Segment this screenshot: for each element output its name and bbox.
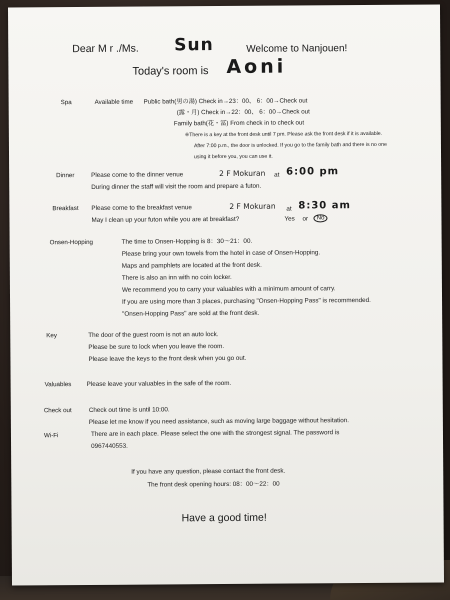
footer-contact: If you have any question, please contact the front desk.: [131, 467, 286, 476]
onsen-line-3: Maps and pamphlets are located at the front desk.: [121, 261, 262, 270]
breakfast-line-1: Please come to the breakfast venue: [91, 204, 192, 212]
spa-public-bath-2: (露・月) Check in→22：00、 6：00→Check out: [176, 108, 310, 117]
key-label: Key: [46, 332, 57, 340]
onsen-line-1: The time to Onsen-Hopping is 8：30〜21：00.: [121, 237, 253, 246]
room-name: Aoni: [226, 55, 287, 78]
onsen-line-7: "Onsen-Hopping Pass" are sold at the front desk.: [122, 309, 260, 318]
footer-hours: The front desk opening hours: 08：00〜22：00: [147, 480, 280, 489]
checkout-line-1: Check out time is until 10:00.: [88, 406, 170, 414]
dinner-line-1: Please come to the dinner venue: [91, 171, 184, 179]
spa-family-bath: Family bath(花・冨) From check in to check out: [173, 119, 305, 128]
guest-name: Sun: [174, 35, 214, 56]
wifi-line-1: There are in each place. Please select the one with the strongest signal. The password is: [90, 429, 340, 438]
key-line-1: The door of the guest room is not an auto lock.: [88, 331, 219, 339]
onsen-line-2: Please bring your own towels from the hotel in case of Onsen-Hopping.: [121, 249, 321, 258]
room-label: Today's room is: [132, 65, 209, 78]
breakfast-venue: 2 F Mokuran: [229, 201, 276, 211]
dinner-line-2: During dinner the staff will visit the room and prepare a futon.: [91, 182, 262, 191]
valuables-line: Please leave your valuables in the safe of the room.: [86, 379, 232, 388]
spa-label: Spa: [60, 99, 72, 107]
spa-available-label: Available time: [94, 98, 134, 106]
wifi-label: Wi-Fi: [43, 432, 59, 440]
spa-public-bath-1: Public bath(男の湯) Check in→23：00、 6：00→Check out: [143, 97, 308, 106]
salutation: Dear M r ./Ms.: [72, 42, 139, 56]
breakfast-at: at: [286, 205, 292, 213]
wifi-password: 0967440553.: [91, 442, 128, 450]
welcome-letter: [8, 4, 444, 585]
spa-note-3: using it before you, you can use it.: [194, 153, 273, 161]
checkout-line-2: Please let me know if you need assistance, such as moving large baggage without hesitation.: [88, 417, 349, 426]
breakfast-no-circled: No: [313, 214, 327, 222]
closing-line: Have a good time!: [181, 511, 267, 525]
onsen-line-6: If you are using more than 3 places, purchasing "Onsen-Hopping Pass" is recommended.: [122, 296, 371, 306]
dinner-label: Dinner: [56, 172, 75, 180]
spa-note-1: ※There is a key at the front desk until 7 pm. Please ask the front desk if it is available.: [184, 130, 383, 139]
breakfast-label: Breakfast: [52, 205, 79, 213]
dinner-at: at: [274, 171, 280, 179]
breakfast-yes: Yes: [284, 215, 295, 223]
key-line-2: Please be sure to lock when you leave the room.: [88, 343, 225, 351]
dinner-venue: 2 F Mokuran: [219, 168, 266, 179]
dinner-time: 6:00 pm: [286, 166, 340, 178]
onsen-line-4: There is also an inn with no coin locker.: [121, 273, 232, 282]
key-line-3: Please leave the keys to the front desk when you go out.: [88, 354, 247, 363]
welcome-text: Welcome to Nanjouen!: [246, 43, 348, 55]
spa-note-2: After 7:00 p.m., the door is unlocked. If you go to the family bath and there is no one: [193, 141, 387, 150]
breakfast-or: or: [302, 215, 309, 223]
onsen-label: Onsen-Hopping: [49, 238, 93, 247]
onsen-line-5: We recommend you to carry your valuables with a minimum amount of carry.: [121, 285, 336, 294]
checkout-label: Check out: [43, 407, 72, 415]
valuables-label: Valuables: [44, 381, 72, 389]
breakfast-line-2: May I clean up your futon while you are at breakfast?: [91, 215, 240, 224]
breakfast-time: 8:30 am: [298, 200, 351, 212]
